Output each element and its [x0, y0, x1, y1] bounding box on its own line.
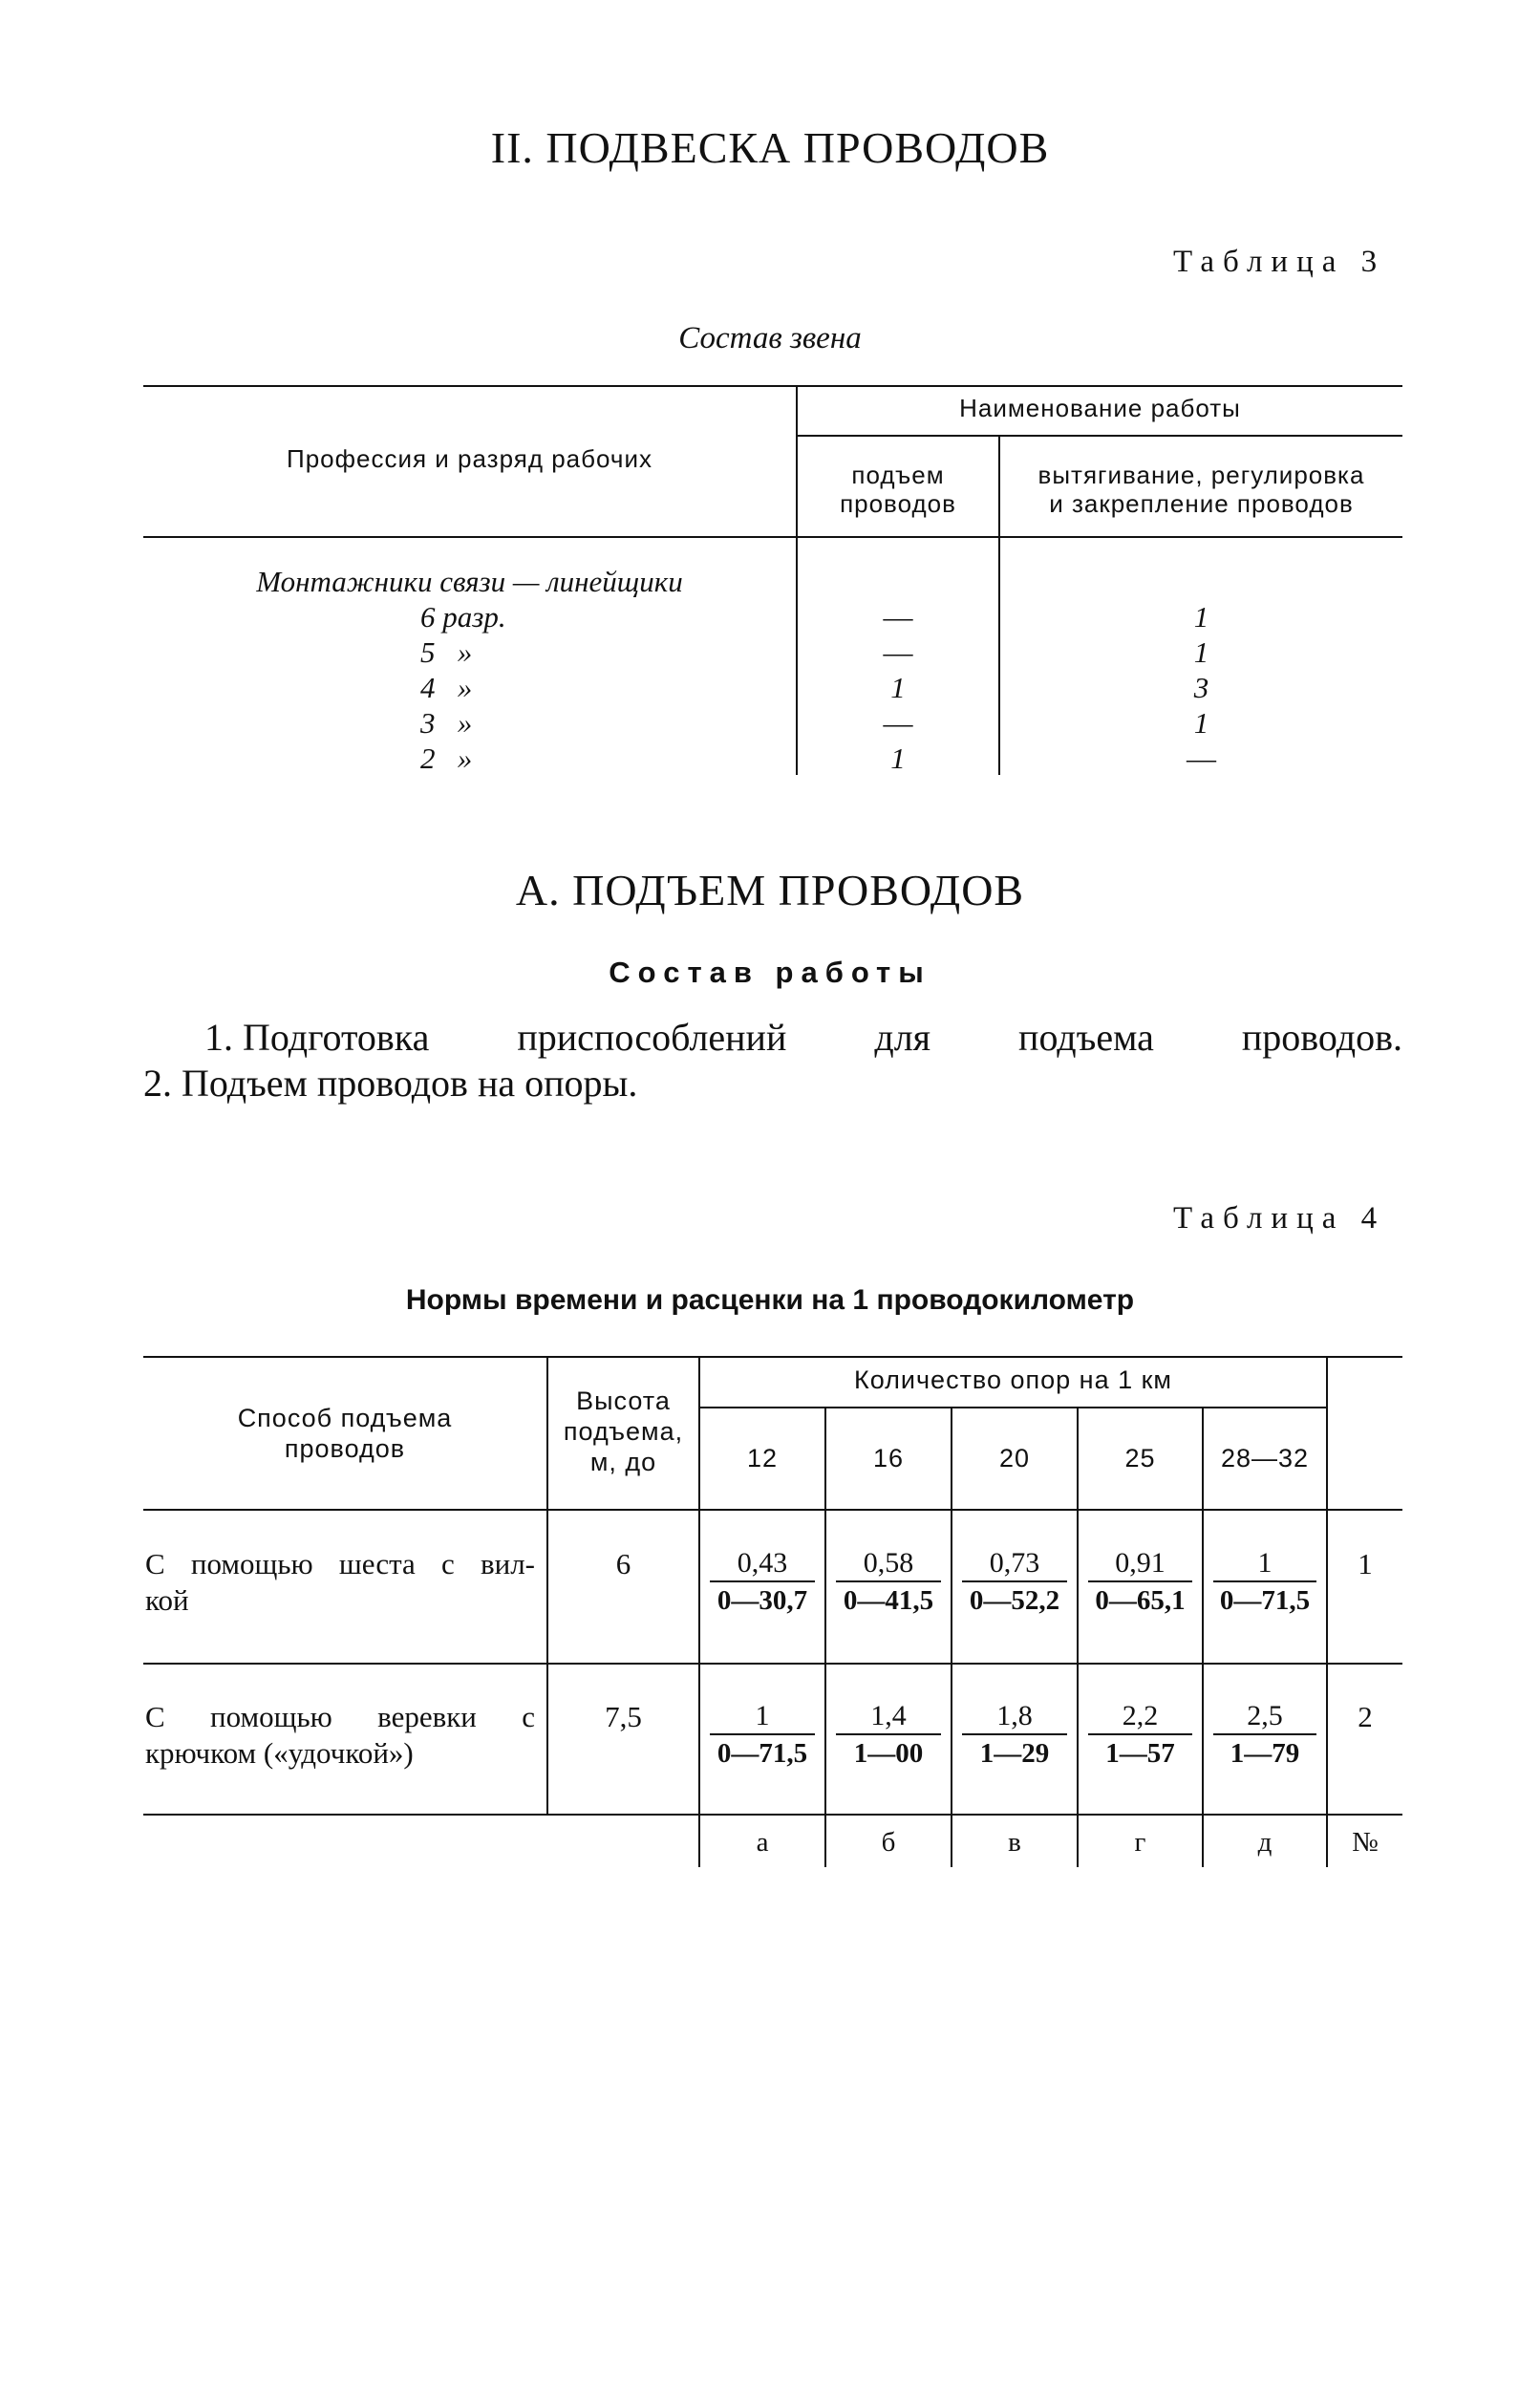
table4-row-number: 2	[1358, 1700, 1373, 1733]
table4-col-divider	[951, 1407, 952, 1867]
table3-header-work: Наименование работы	[959, 394, 1241, 422]
table4-header-height: Высота подъема, м, до	[563, 1386, 684, 1476]
table4-footer-label: в	[1008, 1827, 1021, 1858]
table4-footer-label: г	[1134, 1827, 1146, 1858]
table4-row-height: 6	[615, 1547, 631, 1580]
table3-cell-lift: 1	[890, 742, 906, 775]
table4-value-cell: $\frac{0,91}{0—65,1}$	[1079, 1546, 1202, 1619]
table3-header-profession: Профессия и разряд рабочих	[287, 444, 652, 473]
table4-col-divider	[824, 1407, 826, 1867]
table4-top-rule	[143, 1356, 1402, 1358]
table4-col-divider	[1326, 1356, 1328, 1867]
table3-group-label: Монтажники связи — линейщики	[256, 565, 683, 598]
table4-value-cell: $\frac{1}{0—71,5}$	[1204, 1546, 1326, 1619]
table4-row-method: С помощью шеста с вил- кой	[145, 1547, 535, 1617]
table3-header-pull: вытягивание, регулировка и закрепление проводов	[1037, 461, 1365, 518]
table4-footer-number-label: №	[1352, 1827, 1379, 1858]
table3-header-bottom-rule	[143, 536, 1402, 538]
table4-value-cell: $\frac{2,2}{1—57}$	[1079, 1699, 1202, 1772]
table3-cell-pull: 1	[1193, 706, 1209, 740]
table4-value-cell: $\frac{0,73}{0—52,2}$	[952, 1546, 1077, 1619]
table4-header-count: Количество опор на 1 км	[854, 1365, 1172, 1394]
table3-cell-pull: 3	[1193, 671, 1209, 704]
table3-cell-lift: —	[883, 706, 913, 740]
table3-grade: 5 »	[420, 635, 473, 669]
table3-caption: Состав звена	[678, 321, 862, 355]
section-title: II. ПОДВЕСКА ПРОВОДОВ	[490, 123, 1050, 172]
table4-count-header: 28—32	[1220, 1444, 1310, 1472]
table4-label: Таблица 4	[1173, 1201, 1386, 1236]
table3-grade: 2 »	[420, 742, 473, 775]
table4-row-method: С помощью веревки с крючком («удочкой»)	[145, 1700, 535, 1770]
table4-row-height: 7,5	[605, 1700, 642, 1733]
table4-value-cell: $\frac{0,58}{0—41,5}$	[826, 1546, 951, 1619]
table4-value-cell: $\frac{0,43}{0—30,7}$	[700, 1546, 824, 1619]
table3-grade: 3 »	[420, 706, 473, 740]
table4-row-rule	[143, 1663, 1402, 1665]
table4-footer-label: д	[1257, 1827, 1273, 1858]
table4-count-header: 12	[746, 1444, 779, 1472]
table4-value-cell: $\frac{1}{0—71,5}$	[700, 1699, 824, 1772]
table4-value-cell: $\frac{2,5}{1—79}$	[1204, 1699, 1326, 1772]
table3-label: Таблица 3	[1173, 245, 1386, 279]
table3-header-lift: подъем проводов	[840, 461, 956, 518]
table4-count-header: 25	[1124, 1444, 1156, 1472]
work-item-2: 2. Подъем проводов на опоры.	[143, 1062, 638, 1105]
table3-grade: 4 »	[420, 671, 473, 704]
table3-cell-lift: 1	[890, 671, 906, 704]
work-composition-heading: Состав работы	[609, 956, 931, 989]
table4-subheader-rule	[700, 1407, 1327, 1408]
table4-caption: Нормы времени и расценки на 1 проводокилометр	[405, 1284, 1135, 1316]
table4-header-method: Способ подъема проводов	[237, 1404, 453, 1463]
subsection-title: А. ПОДЪЕМ ПРОВОДОВ	[515, 866, 1025, 914]
work-item-1-number: 1. Подготовка	[204, 1016, 430, 1059]
table3-cell-lift: —	[883, 600, 913, 634]
table3-cell-lift: —	[883, 635, 913, 669]
table4-header-bottom-rule	[143, 1509, 1402, 1511]
work-item-1: 1. Подготовка приспособлений для подъема проводов.	[143, 1015, 1402, 1060]
table4-footer-label: б	[881, 1827, 896, 1858]
table4-row-number: 1	[1358, 1547, 1373, 1580]
table3-cell-pull: 1	[1193, 635, 1209, 669]
table3-cell-pull: 1	[1193, 600, 1209, 634]
table4-col-divider	[1077, 1407, 1079, 1867]
table3-cell-pull: —	[1187, 742, 1216, 775]
table4-count-header: 16	[872, 1444, 905, 1472]
table3-subheader-rule	[797, 435, 1402, 437]
table4-footer-label: а	[756, 1827, 769, 1858]
table4-col-divider	[1202, 1407, 1204, 1867]
table4-bottom-rule	[143, 1814, 1402, 1816]
table3-top-rule	[143, 385, 1402, 387]
table4-value-cell: $\frac{1,4}{1—00}$	[826, 1699, 951, 1772]
table4-value-cell: $\frac{1,8}{1—29}$	[952, 1699, 1077, 1772]
table4-count-header: 20	[998, 1444, 1031, 1472]
table3-grade: 6 разр.	[420, 600, 506, 634]
